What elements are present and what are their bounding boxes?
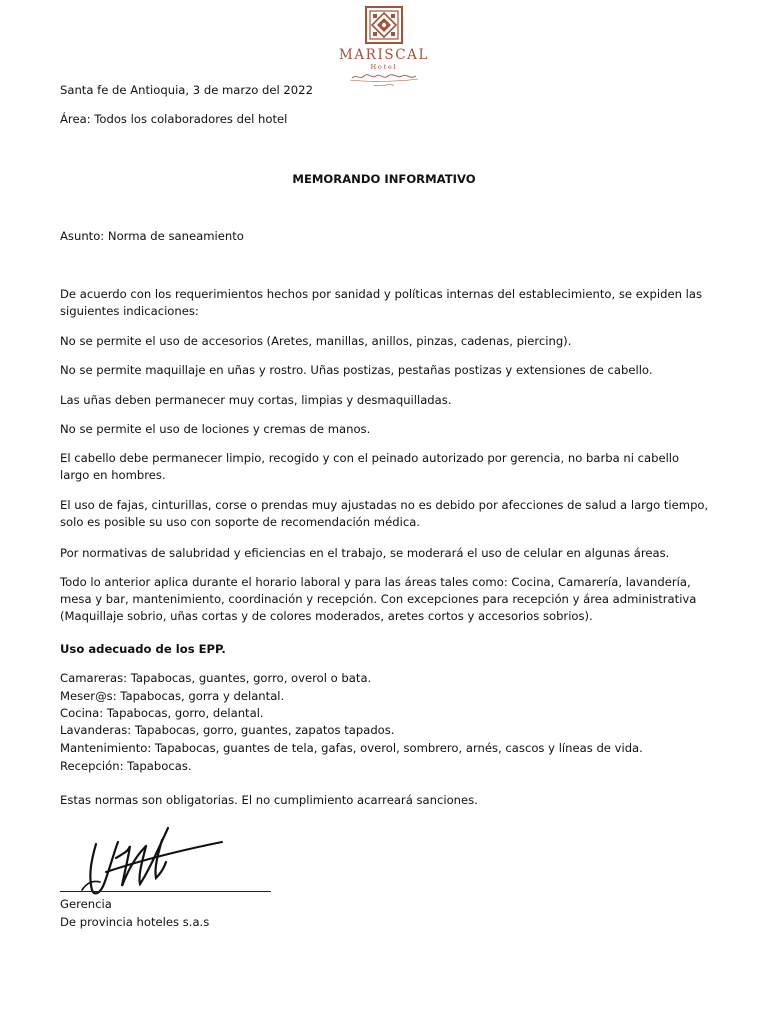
handwritten-signature: [62, 824, 230, 898]
memo-title: MEMORANDO INFORMATIVO: [292, 172, 476, 186]
epp-line: Cocina: Tapabocas, gorro, delantal.: [60, 706, 264, 720]
hotel-logo-subtitle: Hotel: [370, 63, 398, 71]
hotel-logo-name: MARISCAL: [338, 47, 430, 63]
memo-rule: Por normativas de salubridad y eficiencias en el trabajo, se moderará el uso de celular en algunas áreas.: [60, 546, 670, 560]
signature-company: De provincia hoteles s.a.s: [60, 915, 210, 929]
signature-line: [60, 891, 271, 892]
memo-rule: No se permite maquillaje en uñas y rostro. Uñas postizas, pestañas postizas y extensiones de cabello.: [60, 363, 653, 377]
logo-script-flourish: [346, 71, 422, 89]
memo-area: Área: Todos los colaboradores del hotel: [60, 112, 288, 126]
epp-line: Camareras: Tapabocas, guantes, gorro, overol o bata.: [60, 671, 372, 685]
memo-intro: De acuerdo con los requerimientos hechos por sanidad y políticas internas del establecimiento, se expiden las siguientes indicaciones:: [60, 287, 702, 318]
memo-rule: El cabello debe permanecer limpio, recogido y con el peinado autorizado por gerencia, no barba ni cabello largo en hombres.: [60, 451, 680, 482]
memo-closing: Estas normas son obligatorias. El no cumplimiento acarreará sanciones.: [60, 793, 478, 807]
epp-heading: Uso adecuado de los EPP.: [60, 642, 226, 656]
epp-line: Mantenimiento: Tapabocas, guantes de tela, gafas, overol, sombrero, arnés, cascos y líneas de vida.: [60, 741, 643, 755]
memo-date: Santa fe de Antioquia, 3 de marzo del 2022: [60, 83, 313, 97]
epp-line: Lavanderas: Tapabocas, gorro, guantes, zapatos tapados.: [60, 723, 395, 737]
memo-rule: No se permite el uso de lociones y cremas de manos.: [60, 422, 371, 436]
epp-line: Meser@s: Tapabocas, gorra y delantal.: [60, 689, 285, 703]
epp-line: Recepción: Tapabocas.: [60, 759, 192, 773]
memo-rule: El uso de fajas, cinturillas, corse o prendas muy ajustadas no es debido por afecciones de salud a largo tiempo, solo es posible su uso con soporte de recomendación médica.: [60, 498, 709, 529]
hotel-emblem-icon: [365, 6, 403, 44]
memo-rule: Las uñas deben permanecer muy cortas, limpias y desmaquilladas.: [60, 393, 452, 407]
memo-subject: Asunto: Norma de saneamiento: [60, 229, 244, 243]
hotel-logo: [330, 6, 438, 90]
signature-role: Gerencia: [60, 897, 112, 911]
memo-rule: No se permite el uso de accesorios (Aretes, manillas, anillos, pinzas, cadenas, piercing).: [60, 334, 572, 348]
memo-rule: Todo lo anterior aplica durante el horario laboral y para las áreas tales como: Cocina, Camarería, lavandería, mesa y bar, mantenimiento, coordinación y recepción. Con excepciones para recepción y área administrativa (Maquillaje sobrio, uñas cortas y de colores moderados, aretes cortos y accesorios sobrios).: [60, 575, 697, 623]
